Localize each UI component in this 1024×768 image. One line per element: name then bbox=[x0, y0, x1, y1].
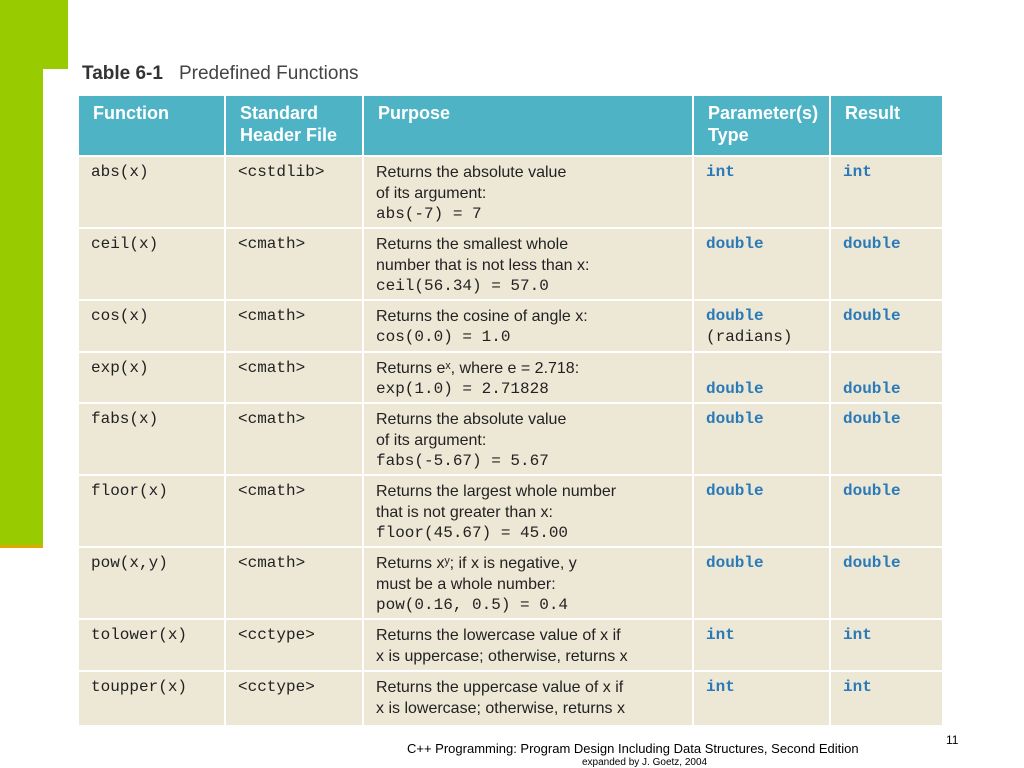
function-name: tolower(x) bbox=[91, 626, 188, 644]
purpose-example: cos(0.0) = 1.0 bbox=[376, 328, 511, 346]
header-file: <cmath> bbox=[238, 359, 306, 377]
table-caption-label: Table 6-1 bbox=[82, 63, 163, 84]
param-type: int bbox=[706, 626, 735, 644]
result-type: double bbox=[843, 554, 901, 572]
header-file-cell bbox=[225, 156, 363, 228]
purpose-cell bbox=[363, 352, 693, 403]
table-row bbox=[79, 671, 942, 725]
function-name: floor(x) bbox=[91, 482, 168, 500]
table-row bbox=[79, 352, 942, 403]
purpose-cell bbox=[363, 475, 693, 547]
purpose-text: Returns eˣ, where e = 2.718: bbox=[376, 360, 580, 377]
function-cell bbox=[79, 352, 225, 403]
purpose-example: pow(0.16, 0.5) = 0.4 bbox=[376, 596, 569, 614]
purpose-text: Returns xʸ; if x is negative, y bbox=[376, 555, 577, 572]
cell-spacer bbox=[706, 358, 819, 379]
result-cell bbox=[830, 156, 942, 228]
function-cell bbox=[79, 547, 225, 619]
function-name: cos(x) bbox=[91, 307, 149, 325]
purpose-example: floor(45.67) = 45.00 bbox=[376, 524, 569, 542]
header-file-cell bbox=[225, 475, 363, 547]
function-cell bbox=[79, 475, 225, 547]
param-type-cell bbox=[693, 300, 830, 352]
purpose-cell bbox=[363, 619, 693, 671]
purpose-text: Returns the cosine of angle x: bbox=[376, 308, 588, 325]
result-cell bbox=[830, 619, 942, 671]
header-file: <cmath> bbox=[238, 235, 306, 253]
result-cell bbox=[830, 671, 942, 725]
result-cell bbox=[830, 300, 942, 352]
param-type-cell bbox=[693, 619, 830, 671]
result-type: double bbox=[843, 235, 901, 253]
header-file: <cctype> bbox=[238, 626, 315, 644]
purpose-text: Returns the absolute value bbox=[376, 164, 567, 181]
header-file-cell bbox=[225, 547, 363, 619]
purpose-text: Returns the lowercase value of x if bbox=[376, 627, 621, 644]
purpose-example: exp(1.0) = 2.71828 bbox=[376, 380, 549, 398]
function-name: pow(x,y) bbox=[91, 554, 168, 572]
purpose-text: Returns the smallest whole bbox=[376, 236, 569, 253]
header-file: <cmath> bbox=[238, 307, 306, 325]
result-cell bbox=[830, 352, 942, 403]
purpose-cell bbox=[363, 156, 693, 228]
table-row bbox=[79, 156, 942, 228]
purpose-text: number that is not less than x: bbox=[376, 257, 590, 274]
header-header-file: Standard Header File bbox=[225, 96, 363, 156]
result-cell bbox=[830, 475, 942, 547]
function-name: abs(x) bbox=[91, 163, 149, 181]
purpose-text: Returns the largest whole number bbox=[376, 483, 617, 500]
function-cell bbox=[79, 403, 225, 475]
table-row bbox=[79, 475, 942, 547]
result-type: int bbox=[843, 626, 872, 644]
function-cell bbox=[79, 228, 225, 300]
table-caption-title: Predefined Functions bbox=[178, 63, 359, 84]
function-cell bbox=[79, 156, 225, 228]
header-result: Result bbox=[830, 96, 942, 156]
function-cell bbox=[79, 300, 225, 352]
result-cell bbox=[830, 403, 942, 475]
param-type: double bbox=[706, 307, 764, 325]
param-type-cell bbox=[693, 475, 830, 547]
table-row bbox=[79, 403, 942, 475]
table-row bbox=[79, 300, 942, 352]
header-file-cell bbox=[225, 403, 363, 475]
table-row bbox=[79, 619, 942, 671]
purpose-text: Returns the absolute value bbox=[376, 411, 567, 428]
function-name: exp(x) bbox=[91, 359, 149, 377]
function-name: fabs(x) bbox=[91, 410, 159, 428]
header-file: <cmath> bbox=[238, 482, 306, 500]
purpose-example: abs(-7) = 7 bbox=[376, 205, 482, 223]
result-type: double bbox=[843, 482, 901, 500]
purpose-cell bbox=[363, 547, 693, 619]
header-function: Function bbox=[79, 96, 225, 156]
purpose-example: fabs(-5.67) = 5.67 bbox=[376, 452, 549, 470]
table-caption bbox=[82, 63, 359, 85]
header-file-cell bbox=[225, 228, 363, 300]
function-cell bbox=[79, 619, 225, 671]
param-type-cell bbox=[693, 403, 830, 475]
purpose-text: x is uppercase; otherwise, returns x bbox=[376, 648, 628, 665]
purpose-text: of its argument: bbox=[376, 432, 487, 449]
header-file-cell bbox=[225, 619, 363, 671]
param-type: double bbox=[706, 554, 764, 572]
purpose-text: Returns the uppercase value of x if bbox=[376, 679, 624, 696]
header-purpose: Purpose bbox=[363, 96, 693, 156]
purpose-text: must be a whole number: bbox=[376, 576, 556, 593]
accent-bar-underline bbox=[0, 545, 43, 548]
purpose-text: of its argument: bbox=[376, 185, 487, 202]
result-type: int bbox=[843, 163, 872, 181]
param-type-cell bbox=[693, 671, 830, 725]
header-file: <cctype> bbox=[238, 678, 315, 696]
footer-credit: expanded by J. Goetz, 2004 bbox=[582, 757, 708, 768]
result-type: int bbox=[843, 678, 872, 696]
result-cell bbox=[830, 547, 942, 619]
result-type: double bbox=[843, 380, 901, 398]
result-type: double bbox=[843, 307, 901, 325]
page-number: 11 bbox=[946, 733, 959, 747]
predefined-functions-table bbox=[79, 96, 942, 725]
accent-bar-left bbox=[0, 0, 43, 545]
purpose-cell bbox=[363, 300, 693, 352]
header-file: <cmath> bbox=[238, 410, 306, 428]
table-header-row bbox=[79, 96, 942, 156]
header-file: <cstdlib> bbox=[238, 163, 325, 181]
purpose-text: that is not greater than x: bbox=[376, 504, 553, 521]
param-type: double bbox=[706, 410, 764, 428]
header-file: <cmath> bbox=[238, 554, 306, 572]
table-row bbox=[79, 547, 942, 619]
param-type: int bbox=[706, 163, 735, 181]
purpose-cell bbox=[363, 403, 693, 475]
purpose-cell bbox=[363, 228, 693, 300]
function-name: ceil(x) bbox=[91, 235, 159, 253]
header-file-cell bbox=[225, 300, 363, 352]
param-type-cell bbox=[693, 352, 830, 403]
purpose-text: x is lowercase; otherwise, returns x bbox=[376, 700, 625, 717]
purpose-cell bbox=[363, 671, 693, 725]
param-type: double bbox=[706, 482, 764, 500]
result-cell bbox=[830, 228, 942, 300]
param-note: (radians) bbox=[706, 328, 793, 346]
purpose-example: ceil(56.34) = 57.0 bbox=[376, 277, 549, 295]
param-type: double bbox=[706, 235, 764, 253]
param-type-cell bbox=[693, 228, 830, 300]
cell-spacer bbox=[843, 358, 932, 379]
header-file-cell bbox=[225, 352, 363, 403]
function-cell bbox=[79, 671, 225, 725]
param-type: double bbox=[706, 380, 764, 398]
header-param-type: Parameter(s) Type bbox=[693, 96, 830, 156]
param-type: int bbox=[706, 678, 735, 696]
footer-title: C++ Programming: Program Design Including Data Structures, Second Edition bbox=[407, 741, 859, 756]
param-type-cell bbox=[693, 156, 830, 228]
header-file-cell bbox=[225, 671, 363, 725]
result-type: double bbox=[843, 410, 901, 428]
param-type-cell bbox=[693, 547, 830, 619]
table-row bbox=[79, 228, 942, 300]
function-name: toupper(x) bbox=[91, 678, 188, 696]
